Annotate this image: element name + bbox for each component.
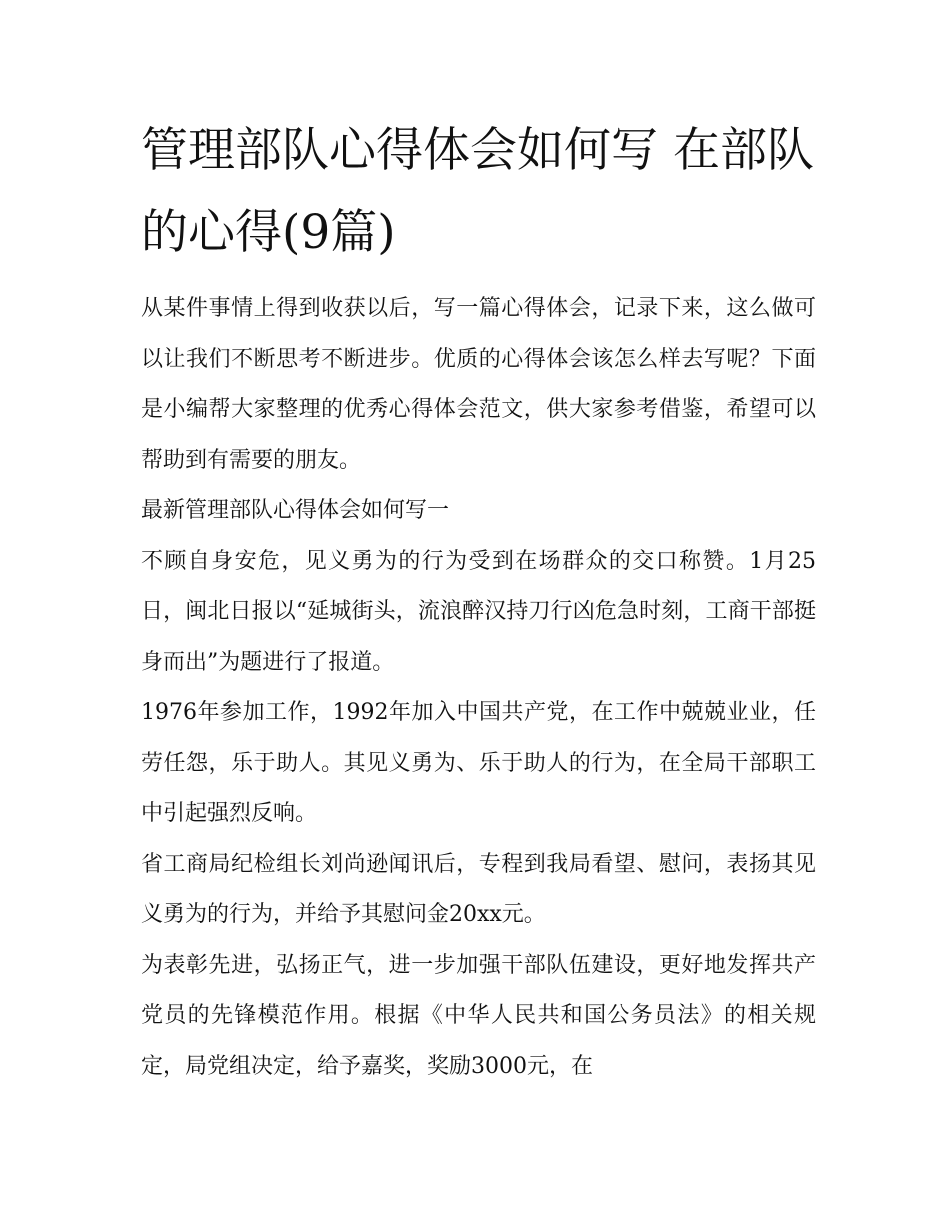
paragraph-3: 省工商局纪检组长刘尚逊闻讯后，专程到我局看望、慰问，表扬其见义勇为的行为，并给予其慰问金20xx元。 (141, 851, 816, 927)
paragraph-1: 不顾自身安危，见义勇为的行为受到在场群众的交口称赞。1月25日，闽北日报以“延城街头，流浪醉汉持刀行凶危急时刻，工商干部挺身而出”为题进行了报道。 (141, 548, 816, 675)
paragraph-section-heading: 最新管理部队心得体会如何写一 (141, 498, 450, 523)
paragraph-2: 1976年参加工作，1992年加入中国共产党，在工作中兢兢业业，任劳任怨，乐于助人。其见义勇为、乐于助人的行为，在全局干部职工中引起强烈反响。 (141, 700, 816, 826)
document-title: 管理部队心得体会如何写 在部队的心得(9篇) (141, 123, 814, 260)
document-page (141, 110, 816, 1092)
paragraph-4: 为表彰先进，弘扬正气，进一步加强干部队伍建设，更好地发挥共产党员的先锋模范作用。根据《中华人民共和国公务员法》的相关规定，局党组决定，给予嘉奖，奖励3000元，在 (141, 952, 816, 1079)
paragraph-intro: 从某件事情上得到收获以后，写一篇心得体会，记录下来，这么做可以让我们不断思考不断进步。优质的心得体会该怎么样去写呢？下面是小编帮大家整理的优秀心得体会范文，供大家参考借鉴，希望可以帮助到有需要的朋友。 (141, 296, 816, 473)
